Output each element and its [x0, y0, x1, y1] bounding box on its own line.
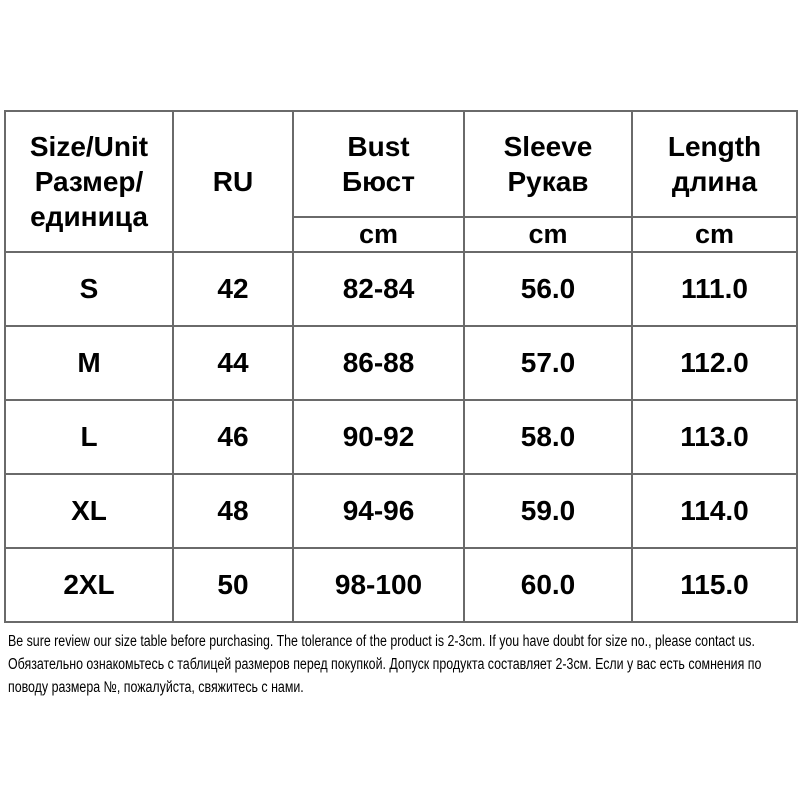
header-cell-ru	[173, 111, 293, 252]
header-line-en: Bust	[347, 131, 410, 162]
header-line-ru2: единица	[30, 201, 148, 232]
cell-length: 111.0	[632, 252, 797, 326]
cell-sleeve: 57.0	[464, 326, 632, 400]
header-cell-length	[632, 111, 797, 217]
header-line-en: Length	[667, 131, 762, 162]
cell-sleeve: 59.0	[464, 474, 632, 548]
disclaimer-notes	[8, 630, 798, 699]
cell-bust: 86-88	[293, 326, 464, 400]
cell-size: L	[5, 400, 173, 474]
header-line-ru: длина	[671, 166, 758, 197]
cell-size: S	[5, 252, 173, 326]
table-row-xl	[5, 474, 797, 548]
table-row-s	[5, 252, 797, 326]
unit-cell-length: cm	[632, 217, 797, 252]
header-row	[5, 111, 797, 217]
header-cell-size-unit	[5, 111, 173, 252]
table-row-l	[5, 400, 797, 474]
cell-ru: 50	[173, 548, 293, 622]
table-row-2xl	[5, 548, 797, 622]
header-line-en: Size/Unit	[29, 131, 149, 162]
size-table	[4, 110, 798, 623]
header-cell-bust	[293, 111, 464, 217]
header-line-ru: Бюст	[342, 166, 415, 197]
header-cell-sleeve	[464, 111, 632, 217]
cell-length: 114.0	[632, 474, 797, 548]
cell-ru: 42	[173, 252, 293, 326]
header-line-en: Sleeve	[503, 131, 593, 162]
cell-bust: 82-84	[293, 252, 464, 326]
cell-bust: 98-100	[293, 548, 464, 622]
cell-ru: 44	[173, 326, 293, 400]
cell-size: M	[5, 326, 173, 400]
cell-length: 112.0	[632, 326, 797, 400]
header-line-ru: Рукав	[507, 166, 589, 197]
cell-size: 2XL	[5, 548, 173, 622]
cell-ru: 46	[173, 400, 293, 474]
header-line-ru: Размер/	[34, 166, 144, 197]
cell-length: 115.0	[632, 548, 797, 622]
table-row-m	[5, 326, 797, 400]
unit-cell-sleeve: cm	[464, 217, 632, 252]
cell-ru: 48	[173, 474, 293, 548]
disclaimer-en: Be sure review our size table before purchasing. The tolerance of the product is 2-3cm. If you have doubt for size no., please contact us.	[8, 633, 755, 650]
cell-sleeve: 60.0	[464, 548, 632, 622]
unit-cell-bust: cm	[293, 217, 464, 252]
cell-size: XL	[5, 474, 173, 548]
disclaimer-ru: Обязательно ознакомьтесь с таблицей размеров перед покупкой. Допуск продукта составляет 2-3см. Если у вас есть сомнения по поводу размера №, пожалуйста, свяжитесь с нами.	[8, 656, 762, 696]
cell-sleeve: 58.0	[464, 400, 632, 474]
header-line-ru-size: RU	[212, 166, 254, 197]
cell-sleeve: 56.0	[464, 252, 632, 326]
cell-bust: 94-96	[293, 474, 464, 548]
cell-length: 113.0	[632, 400, 797, 474]
cell-bust: 90-92	[293, 400, 464, 474]
